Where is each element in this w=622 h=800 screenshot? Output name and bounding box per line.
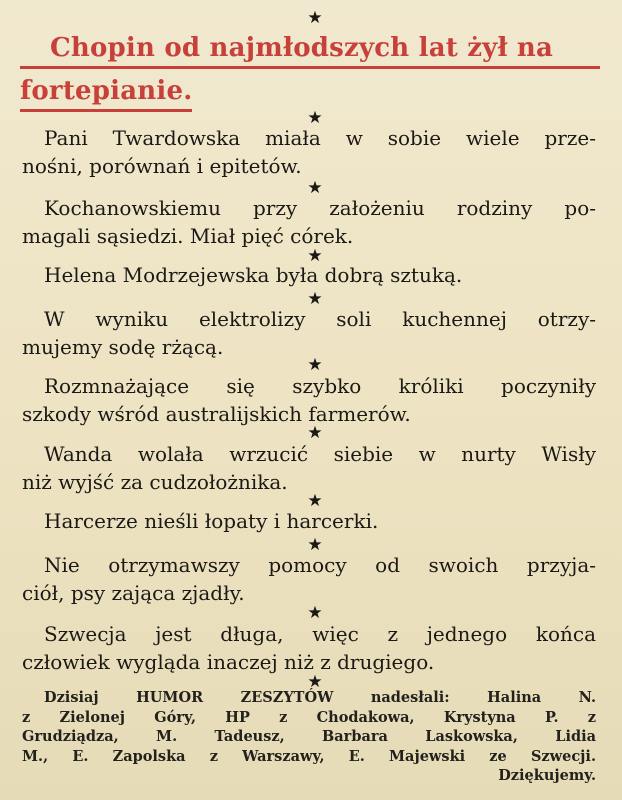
entry-line: Szwecja jest długa, więc z jednego końca [44,622,596,646]
headline-line-1: Chopin od najmłodszych lat żył na [20,26,600,69]
credits-line: Dzisiaj HUMOR ZESZYTÓW nadesłali: Halina N. [44,689,596,706]
entry-line: Rozmnażające się szybko króliki poczyniły [44,374,596,398]
joke-entry-4 [22,305,596,361]
star-separator: ★ [307,246,323,266]
joke-entry-2 [22,194,596,250]
star-separator: ★ [307,355,323,375]
entry-line: Helena Modrzejewska była dobrą sztuką. [44,263,463,287]
joke-entry-8 [22,551,596,607]
joke-entry-3 [22,261,596,289]
headline [20,26,600,113]
joke-entry-6 [22,440,596,496]
joke-entry-1 [22,124,596,180]
star-separator: ★ [307,108,323,128]
entry-line: Harcerze nieśli łopaty i harcerki. [44,509,379,533]
entry-line: niż wyjść za cudzołożnika. [22,470,288,494]
star-separator: ★ [307,491,323,511]
entry-line: mujemy sodę rżącą. [22,335,224,359]
entry-line: ciół, psy zająca zjadły. [22,581,245,605]
entry-line: szkody wśród australijskich farmerów. [22,402,411,426]
star-separator: ★ [307,535,323,555]
star-separator: ★ [307,672,323,692]
entry-line: Pani Twardowska miała w sobie wiele prze- [44,126,596,150]
credits-line: Grudziądza, M. Tadeusz, Barbara Laskowska, Lidia [22,728,596,745]
credits-line: z Zielonej Góry, HP z Chodakowa, Krystyna P. z [22,708,596,726]
thanks-text: Dziękujemy. [498,767,596,784]
entry-line: Nie otrzymawszy pomocy od swoich przyja- [44,553,596,577]
joke-entry-5 [22,372,596,428]
entry-line: nośni, porównań i epitetów. [22,154,302,178]
entry-line: Kochanowskiemu przy założeniu rodziny po- [44,196,596,220]
star-separator: ★ [307,8,323,28]
joke-entry-9 [22,620,596,676]
star-separator: ★ [307,178,323,198]
entry-line: W wyniku elektrolizy soli kuchennej otrzy- [44,307,596,331]
credits-note [22,688,596,786]
credits-line: M., E. Zapolska z Warszawy, E. Majewski ze Szwecji. [22,747,596,765]
entry-line: Wanda wolała wrzucić siebie w nurty Wisły [44,442,596,466]
star-separator: ★ [307,423,323,443]
entry-line: człowiek wygląda inaczej niż z drugiego. [22,650,435,674]
star-separator: ★ [307,603,323,623]
joke-entry-7 [22,507,596,535]
headline-line-2: fortepianie. [20,69,192,112]
star-separator: ★ [307,289,323,309]
entry-line: magali sąsiedzi. Miał pięć córek. [22,224,354,248]
